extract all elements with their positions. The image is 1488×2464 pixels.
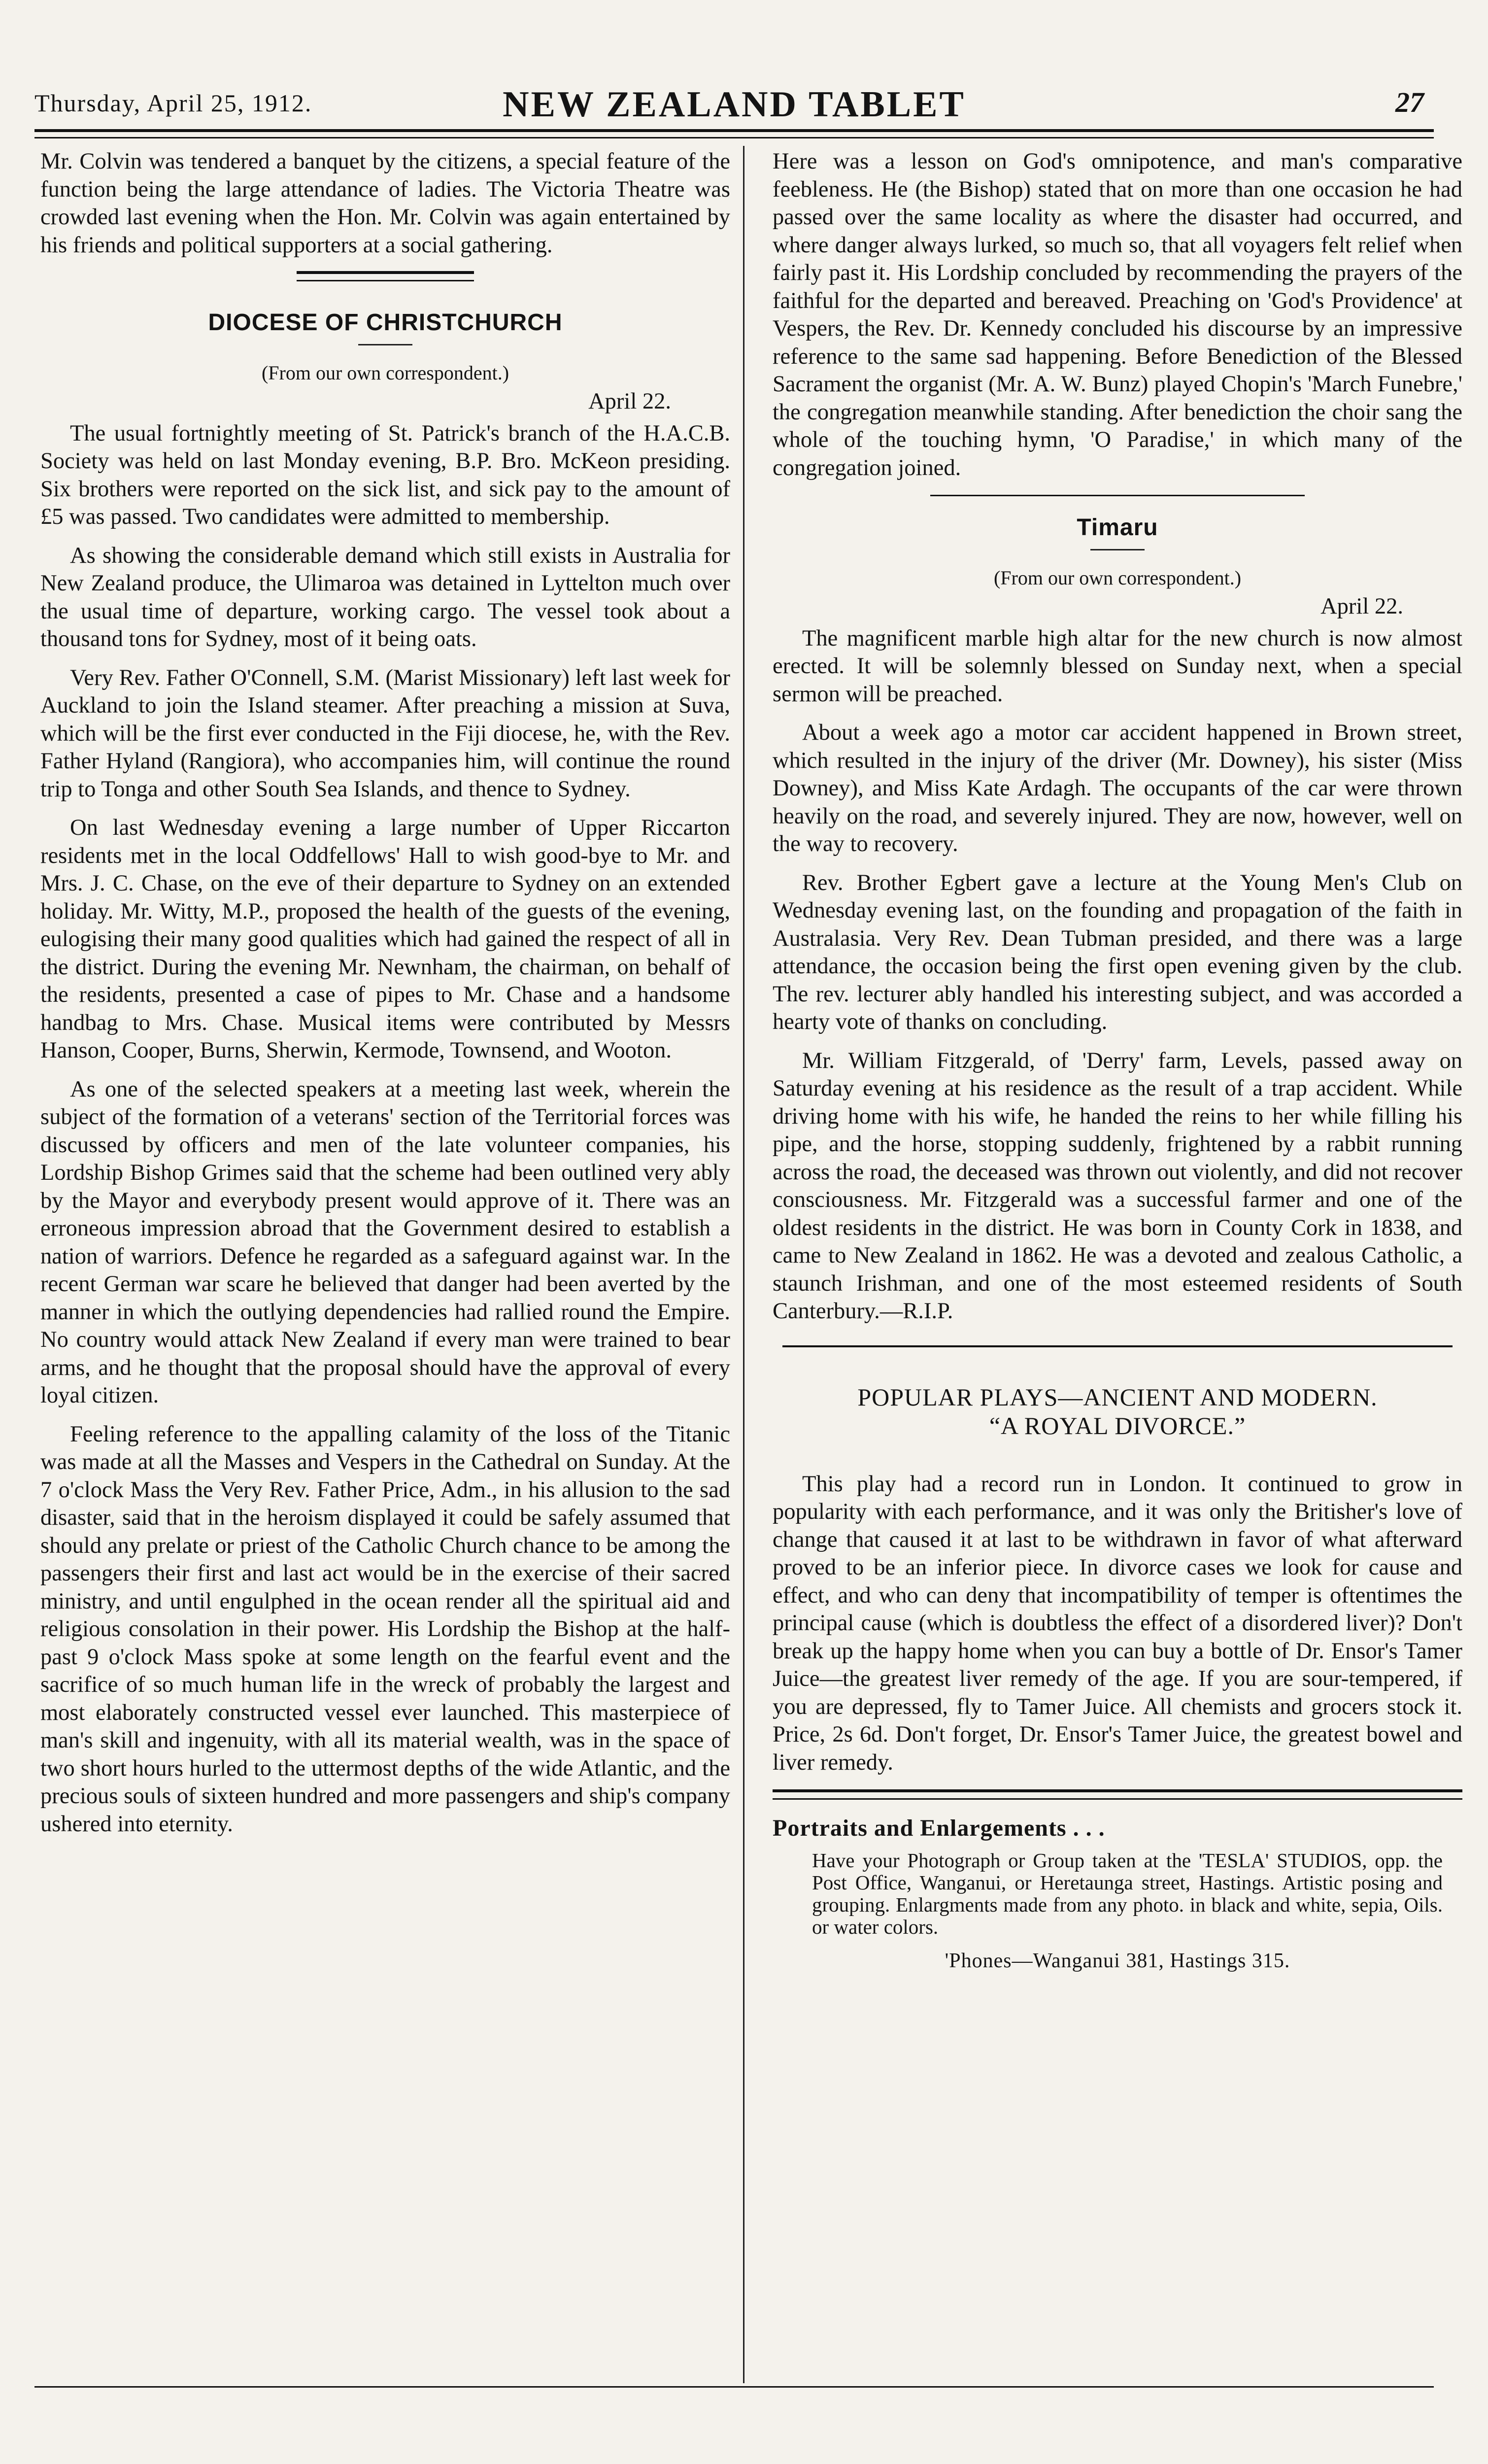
article-paragraph: About a week ago a motor car accident happened in Brown street, which resulted in the injury of the driver (Mr. Downey), his sister (Miss Downey), and Miss Kate Ardagh. The occupants of the car were thrown heavily on the road, and severely injured. They are now, however, well on the way to recovery. bbox=[773, 720, 1462, 856]
advert-rule bbox=[773, 1789, 1462, 1800]
column-divider bbox=[743, 146, 744, 2383]
header-rule-thin bbox=[34, 137, 1434, 138]
left-column bbox=[40, 148, 730, 1849]
colvin-paragraph: Mr. Colvin was tendered a banquet by the citizens, a special feature of the function being the large attendance of ladies. The Victoria Theatre was crowded last evening when the Hon. Mr. Colvin was again entertained by his friends and political supporters at a social gathering. bbox=[40, 149, 730, 258]
plays-subtitle: “A ROYAL DIVORCE.” bbox=[989, 1411, 1246, 1439]
issue-date: Thursday, April 25, 1912. bbox=[34, 89, 312, 117]
article-paragraph: As showing the considerable demand which still exists in Australia for New Zealand produce, the Ulimaroa was detained in Lyttelton much over the usual time of departure, working cargo. The vessel took about a thousand tons for Sydney, most of it being oats. bbox=[40, 543, 730, 651]
continued-paragraph: Here was a lesson on God's omnipotence, and man's comparative feebleness. He (the Bishop) stated that on more than one occasion he had passed over the same locality as where the disaster had occurred, and where danger always lurked, so much so, that all voyagers felt relief when fairly past it. His Lordship concluded by recommending the prayers of the faithful for the departed and bereaved. Preaching on 'God's Providence' at Vespers, the Rev. Dr. Kennedy concluded his discourse by an impressive reference to the same sad happening. Before Benediction of the Blessed Sacrament the organist (Mr. A. W. Bunz) played Chopin's 'March Funebre,' the congregation meanwhile standing. After benediction the choir sang the whole of the touching hymn, 'O Paradise,' in which many of the congregation joined. bbox=[773, 149, 1462, 480]
article-paragraph: Mr. William Fitzgerald, of 'Derry' farm, Levels, passed away on Saturday evening at his residence as the result of a trap accident. While driving home with his wife, he handed the reins to her while filling his pipe, and the horse, stopping suddenly, frightened by a rabbit running across the road, the deceased was thrown out violently, and did not recover consciousness. Mr. Fitzgerald was a successful farmer and one of the oldest residents in the district. He was born in County Cork in 1838, and came to New Zealand in 1862. He was a devoted and zealous Catholic, a staunch Irishman, and one of the most esteemed residents of South Canterbury.—R.I.P. bbox=[773, 1048, 1462, 1324]
page-header bbox=[34, 84, 1434, 125]
heading-rule bbox=[1090, 549, 1145, 550]
article-paragraph: The usual fortnightly meeting of St. Patrick's branch of the H.A.C.B. Society was held on last Monday evening, B.P. Bro. McKeon presiding. Six brothers were reported on the sick list, and sick pay to the amount of £5 was passed. Two candidates were admitted to membership. bbox=[40, 420, 730, 529]
dateline: April 22. bbox=[588, 389, 671, 414]
right-column bbox=[773, 148, 1462, 1975]
timaru-heading: Timaru bbox=[1077, 514, 1158, 541]
article-paragraph: Rev. Brother Egbert gave a lecture at the Young Men's Club on Wednesday evening last, on the founding and propagation of the faith in Australasia. Very Rev. Dean Tubman presided, and there was a large attendance, the occasion being the first open evening given by the club. The rev. lecturer ably handled his interesting subject, and was accorded a hearty vote of thanks on concluding. bbox=[773, 870, 1462, 1034]
dateline: April 22. bbox=[1320, 594, 1403, 619]
article-paragraph: The magnificent marble high altar for the new church is now almost erected. It will be solemnly blessed on Sunday next, when a special sermon will be preached. bbox=[773, 625, 1462, 707]
advert-body: Have your Photograph or Group taken at the 'TESLA' STUDIOS, opp. the Post Office, Wanganui, or Heretaunga street, Hastings. Artistic posing and grouping. Enlargments made from any photo. in black and white, sepia, Oils. or water colors. bbox=[812, 1848, 1443, 1938]
bottom-rule bbox=[34, 2386, 1434, 2388]
diocese-heading: DIOCESE OF CHRISTCHURCH bbox=[208, 309, 563, 336]
header-rule-thick bbox=[34, 129, 1434, 132]
section-separator bbox=[930, 495, 1305, 496]
plays-title: POPULAR PLAYS—ANCIENT AND MODERN. bbox=[857, 1383, 1378, 1411]
article-paragraph: Feeling reference to the appalling calamity of the loss of the Titanic was made at all the Masses and Vespers in the Cathedral on Sunday. At the 7 o'clock Mass the Very Rev. Father Price, Adm., in his allusion to the sad disaster, said that in the heroism displayed it could be safely assumed that should any prelate or priest of the Catholic Church chance to be among the passengers their first and last act would be in the exercise of their sacred ministry, and until engulphed in the ocean render all the spiritual aid and religious consolation in their power. His Lordship the Bishop at the half-past 9 o'clock Mass spoke at some length on the fearful event and the sacrifice of so much human life in the wreck of probably the largest and most elaborately constructed vessel ever launched. This masterpiece of man's skill and ingenuity, with all its material wealth, was in the space of two short hours hurled to the uttermost depths of the wide Atlantic, and the precious souls of sixteen hundred and more passengers and ship's company ushered into eternity. bbox=[40, 1421, 730, 1837]
plays-heading bbox=[773, 1383, 1462, 1440]
correspondent-note: (From our own correspondent.) bbox=[261, 361, 509, 384]
plays-paragraph: This play had a record run in London. It continued to grow in popularity with each performance, and it was only the Britisher's love of change that caused it at last to be withdrawn in favor of what afterward proved to be an inferior piece. In divorce cases we look for cause and effect, and who can deny that incompatibility of temper is oftentimes the principal cause (which is doubtless the effect of a disordered liver)? Don't break up the happy home when you can buy a bottle of Dr. Ensor's Tamer Juice—the greatest liver remedy of the age. If you are sour-tempered, if you are depressed, fly to Tamer Juice. All chemists and grocers stock it. Price, 2s 6d. Don't forget, Dr. Ensor's Tamer Juice, the greatest bowel and liver remedy. bbox=[773, 1471, 1462, 1775]
article-paragraph: As one of the selected speakers at a meeting last week, wherein the subject of the formation of a veterans' section of the Territorial forces was discussed by officers and men of the late volunteer companies, his Lordship Bishop Grimes said that the scheme had been outlined very ably by the Mayor and everybody present would approve of it. There was an erroneous impression abroad that the Government desired to establish a nation of warriors. Defence he regarded as a safeguard against war. In the recent German war scare he believed that danger had been averted by the manner in which the outlying dependencies had rallied round the Empire. No country would attack New Zealand if every man were trained to bear arms, and he thought that the proposal should have the approval of every loyal citizen. bbox=[40, 1076, 730, 1408]
heading-rule bbox=[358, 344, 412, 345]
section-separator bbox=[297, 271, 474, 281]
advert-phones: 'Phones—Wanganui 381, Hastings 315. bbox=[945, 1949, 1290, 1972]
correspondent-note: (From our own correspondent.) bbox=[993, 566, 1242, 589]
article-paragraph: On last Wednesday evening a large number of Upper Riccarton residents met in the local Oddfellows' Hall to wish good-bye to Mr. and Mrs. J. C. Chase, on the eve of their departure to Sydney on an extended holiday. Mr. Witty, M.P., proposed the health of the guests of the evening, eulogising their many good qualities which had gained the respect of all in the district. During the evening Mr. Newnham, the chairman, on behalf of the residents, presented a case of pipes to Mr. Chase and a handsome handbag to Mrs. Chase. Musical items were contributed by Messrs Hanson, Cooper, Burns, Sherwin, Kermode, Townsend, and Wooton. bbox=[40, 815, 730, 1063]
advert-title: Portraits and Enlargements . . . bbox=[773, 1815, 1105, 1841]
page-number: 27 bbox=[1395, 86, 1424, 118]
section-separator bbox=[782, 1345, 1453, 1347]
article-paragraph: Very Rev. Father O'Connell, S.M. (Marist Missionary) left last week for Auckland to join the Island steamer. After preaching a mission at Suva, which will be the first ever conducted in the Fiji diocese, he, with the Rev. Father Hyland (Rangiora), who accompanies him, will continue the round trip to Tonga and other South Sea Islands, and thence to Sydney. bbox=[40, 665, 730, 802]
masthead-title: NEW ZEALAND TABLET bbox=[503, 84, 966, 125]
